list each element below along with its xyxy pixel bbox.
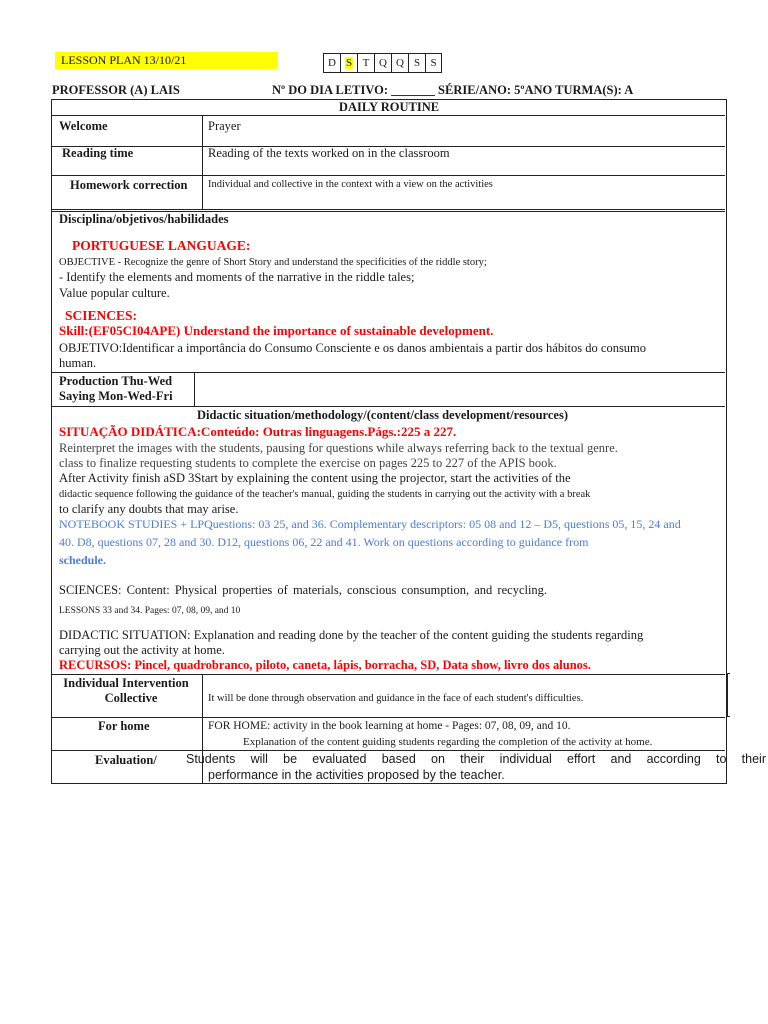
- notebook-studies-line-1: NOTEBOOK STUDIES + LPQuestions: 03 25, and 36. Complementary descriptors: 05 08 and 12 – D5, questions 05, 15, 24 and: [59, 517, 681, 531]
- day-box: Q: [374, 53, 391, 73]
- day-box: S: [425, 53, 442, 73]
- intervention-label-1: Individual Intervention: [63, 676, 189, 690]
- lesson-plan-title: LESSON PLAN 13/10/21: [55, 52, 278, 69]
- day-box-highlighted: S: [340, 53, 357, 73]
- day-box: S: [408, 53, 425, 73]
- homework-correction-label: Homework correction: [70, 178, 188, 192]
- after-activity-text: After Activity finish aSD 3Start by explaining the content using the projector, start the activities of the: [59, 471, 571, 485]
- for-home-label: For home: [98, 719, 150, 733]
- intervention-label-2: Collective: [104, 691, 158, 705]
- finalize-text: class to finalize requesting students to complete the exercise on pages 225 to 227 of the APIS book.: [59, 456, 557, 470]
- portuguese-title: PORTUGUESE LANGUAGE:: [72, 238, 251, 253]
- weekday-boxes: [323, 53, 442, 73]
- disciplina-title: Disciplina/objetivos/habilidades: [59, 212, 229, 226]
- sciences-content: SCIENCES: Content: Physical properties of materials, conscious consumption, and recycling.: [59, 583, 548, 597]
- production-label: Production Thu-Wed: [59, 374, 173, 388]
- situacao-didatica: SITUAÇÃO DIDÁTICA:Conteúdo: Outras linguagens.Págs.:225 a 227.: [59, 424, 457, 439]
- day-box: Q: [391, 53, 408, 73]
- didactic-situation-line-1: DIDACTIC SITUATION: Explanation and reading done by the teacher of the content guiding the students regarding: [59, 628, 644, 642]
- professor-name: PROFESSOR (A) LAIS: [52, 83, 180, 97]
- daily-routine-title: DAILY ROUTINE: [338, 100, 440, 114]
- day-box: T: [357, 53, 374, 73]
- evaluation-line-2: performance in the activities proposed by the teacher.: [208, 768, 505, 782]
- objetivo-line-1: OBJETIVO:Identificar a importância do Consumo Consciente e os danos ambientais a partir dos hábitos do consumo: [59, 341, 647, 355]
- homework-correction-value: Individual and collective in the context with a view on the activities: [208, 179, 493, 190]
- recursos-text: RECURSOS: Pincel, quadrobranco, piloto, caneta, lápis, borracha, SD, Data show, livro dos alunos.: [59, 658, 591, 672]
- portuguese-objective: OBJECTIVE - Recognize the genre of Short Story and understand the specificities of the riddle story;: [59, 257, 487, 268]
- portuguese-value: Value popular culture.: [59, 286, 170, 300]
- saying-label: Saying Mon-Wed-Fri: [59, 389, 173, 403]
- evaluation-label: Evaluation/: [95, 753, 157, 767]
- clarify-text: to clarify any doubts that may arise.: [59, 502, 239, 516]
- didactic-title: Didactic situation/methodology/(content/class development/resources): [196, 408, 569, 422]
- school-day-info: Nº DO DIA LETIVO: _______ SÉRIE/ANO: 5ºANO TURMA(S): A: [272, 83, 634, 97]
- for-home-line-1: FOR HOME: activity in the book learning at home - Pages: 07, 08, 09, and 10.: [208, 720, 571, 732]
- didactic-situation-line-2: carrying out the activity at home.: [59, 643, 225, 657]
- sciences-skill: Skill:(EF05CI04APE) Understand the importance of sustainable development.: [59, 323, 494, 338]
- for-home-line-2: Explanation of the content guiding students regarding the completion of the activity at home.: [243, 736, 653, 748]
- portuguese-identify: - Identify the elements and moments of the narrative in the riddle tales;: [59, 270, 415, 284]
- welcome-value: Prayer: [208, 119, 241, 133]
- notebook-studies-line-2: 40. D8, questions 07, 28 and 30. D12, questions 06, 22 and 41. Work on questions according to guidance from: [59, 535, 589, 549]
- day-box: D: [323, 53, 340, 73]
- table-border: [727, 673, 730, 717]
- reading-time-value: Reading of the texts worked on in the classroom: [208, 146, 450, 160]
- reinterpret-text: Reinterpret the images with the students, pausing for questions while always referring back to the textual genre.: [59, 441, 618, 455]
- lessons-pages: LESSONS 33 and 34. Pages: 07, 08, 09, and 10: [59, 606, 241, 616]
- table-border: [727, 716, 730, 717]
- table-border: [727, 673, 730, 674]
- notebook-studies-line-3: schedule.: [59, 553, 107, 567]
- objetivo-line-2: human.: [59, 356, 97, 370]
- reading-time-label: Reading time: [62, 146, 134, 160]
- intervention-value: It will be done through observation and guidance in the face of each student's difficulties.: [208, 693, 584, 704]
- evaluation-line-1: Students will be evaluated based on their individual effort and according to their: [186, 752, 766, 766]
- sciences-title: SCIENCES:: [65, 308, 138, 323]
- didactic-sequence-text: didactic sequence following the guidance of the teacher's manual, guiding the students in carrying out the activity with a break: [59, 489, 591, 500]
- welcome-label: Welcome: [59, 119, 108, 133]
